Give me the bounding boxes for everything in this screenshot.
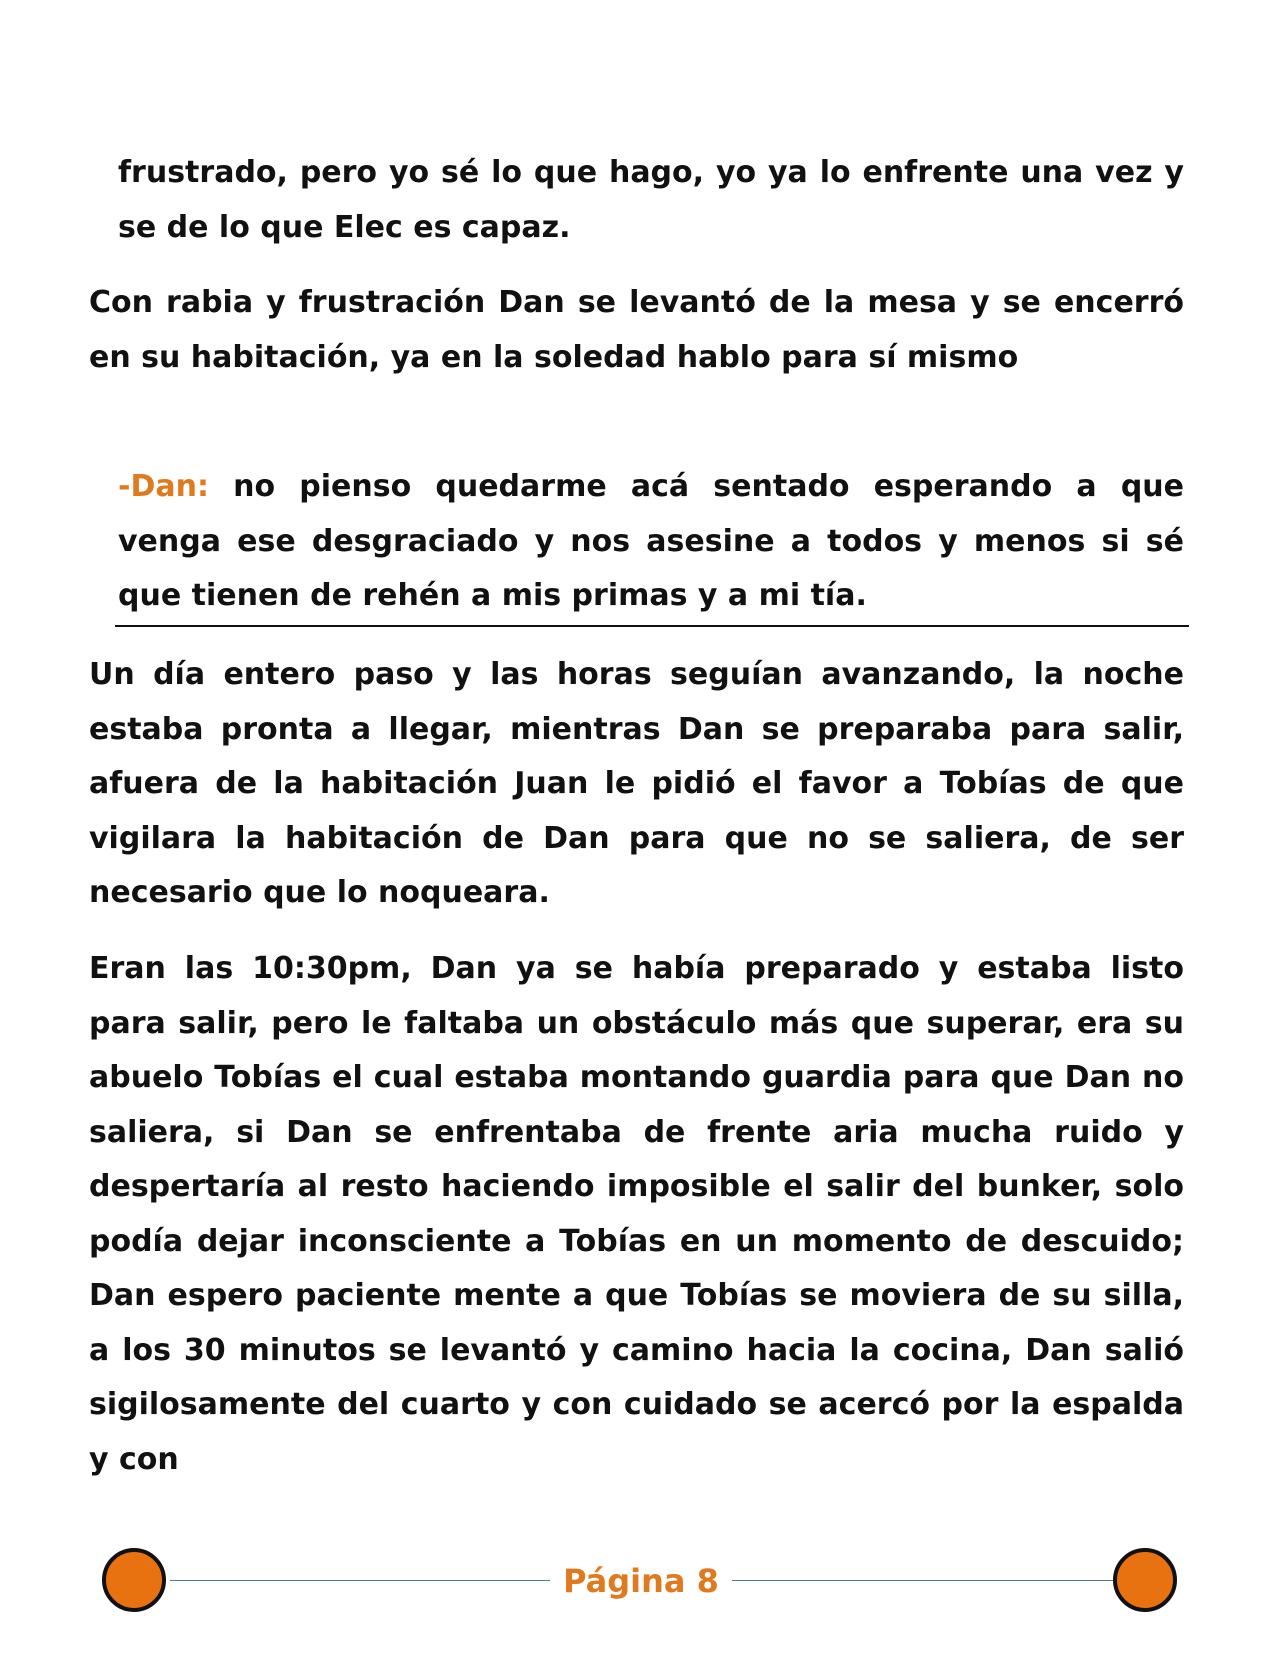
page-number: Página 8 (563, 1562, 719, 1600)
paragraph-dialogue-continuation: frustrado, pero yo sé lo que hago, yo ya lo enfrente una vez y se de lo que Elec es capaz. (118, 155, 1184, 245)
paragraph-dialogue-dan (118, 460, 1184, 624)
section-divider (115, 625, 1189, 627)
speaker-label: -Dan: (118, 469, 209, 504)
footer-left-circle-ornament (102, 1548, 166, 1612)
paragraph-narration-3: Eran las 10:30pm, Dan ya se había preparado y estaba listo para salir, pero le faltaba un obstáculo más que superar, era su abuelo Tobías el cual estaba montando guardia para que Dan no saliera, si Dan se enfrentaba de frente aria mucha ruido y despertaría al resto haciendo imposible el salir del bunker, solo podía dejar inconsciente a Tobías en un momento de descuido; Dan espero paciente mente a que Tobías se moviera de su silla, a los 30 minutos se levantó y camino hacia la cocina, Dan salió sigilosamente del cuarto y con cuidado se acercó por la espalda y con (89, 951, 1184, 1477)
footer-right-line (732, 1580, 1116, 1581)
footer-right-circle-ornament (1113, 1548, 1177, 1612)
paragraph-narration-1: Con rabia y frustración Dan se levantó de la mesa y se encerró en su habitación, ya en la soledad hablo para sí mismo (89, 285, 1184, 375)
dialogue-text: no pienso quedarme acá sentado esperando a que venga ese desgraciado y nos asesine a todos y menos si sé que tienen de rehén a mis primas y a mi tía. (118, 469, 1184, 613)
paragraph-narration-2: Un día entero paso y las horas seguían avanzando, la noche estaba pronta a llegar, mientras Dan se preparaba para salir, afuera de la habitación Juan le pidió el favor a Tobías de que vigilara la habitación de Dan para que no se saliera, de ser necesario que lo noqueara. (89, 657, 1184, 910)
footer-left-line (170, 1580, 550, 1581)
